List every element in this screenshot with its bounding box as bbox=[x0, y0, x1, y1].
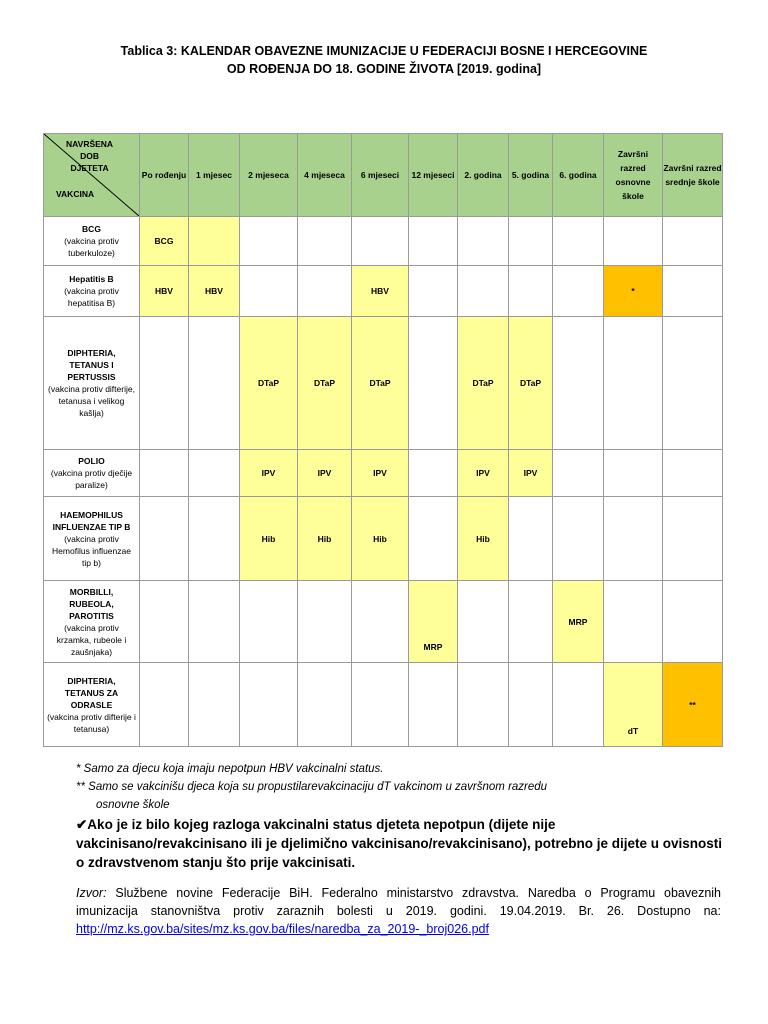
table-row bbox=[44, 497, 723, 581]
vaccine-cell: HAEMOPHILUS INFLUENZAE TIP B (vakcina protiv Hemofilus influenzae tip b) bbox=[44, 497, 140, 581]
empty-cell bbox=[458, 581, 509, 663]
dose-cell: IPV bbox=[458, 450, 509, 497]
warning-note: ✔Ako je iz bilo kojeg razloga vakcinalni status djeteta nepotpun (dijete nije vakcinisano/revakcinisano ili je djelimično vakcinisano/revakcinisano), potrebno je dijete u ovisnosti o zdravstvenom stanju što prije vakcinisati. bbox=[76, 817, 722, 870]
empty-cell bbox=[140, 663, 189, 747]
empty-cell bbox=[352, 581, 409, 663]
source-citation bbox=[76, 884, 721, 938]
dose-cell: Hib bbox=[352, 497, 409, 581]
vaccine-cell: Hepatitis B (vakcina protiv hepatitisa B) bbox=[44, 266, 140, 317]
source-label: Izvor: bbox=[76, 886, 107, 900]
table-title-line2: OD ROĐENJA DO 18. GODINE ŽIVOTA [2019. godina] bbox=[226, 62, 542, 76]
empty-cell bbox=[663, 266, 723, 317]
empty-cell bbox=[604, 497, 663, 581]
dose-cell: IPV bbox=[352, 450, 409, 497]
footnote-double-star: ** Samo se vakcinišu djeca koja su propustilarevakcinaciju dT vakcinom u završnom razredu bbox=[76, 781, 548, 793]
empty-cell bbox=[189, 663, 240, 747]
footnote-single-star: * Samo za djecu koja imaju nepotpun HBV vakcinalni status. bbox=[76, 763, 384, 775]
table-title-line1: Tablica 3: KALENDAR OBAVEZNE IMUNIZACIJE U FEDERACIJI BOSNE I HERCEGOVINE bbox=[120, 44, 648, 58]
dose-cell: HBV bbox=[140, 266, 189, 317]
dose-cell: DTaP bbox=[240, 317, 298, 450]
empty-cell bbox=[298, 581, 352, 663]
empty-cell bbox=[663, 497, 723, 581]
dose-cell: MRP bbox=[409, 581, 458, 663]
dose-cell: dT bbox=[604, 663, 663, 747]
empty-cell bbox=[458, 266, 509, 317]
empty-cell bbox=[189, 581, 240, 663]
empty-cell bbox=[458, 663, 509, 747]
empty-cell bbox=[663, 317, 723, 450]
empty-cell bbox=[409, 317, 458, 450]
footnote-double-star-cont: osnovne škole bbox=[96, 799, 170, 811]
dose-cell: * bbox=[604, 266, 663, 317]
header-age: 2 mjeseca bbox=[240, 134, 298, 217]
vaccine-cell: BCG (vakcina protiv tuberkuloze) bbox=[44, 217, 140, 266]
table-row bbox=[44, 663, 723, 747]
empty-cell bbox=[553, 217, 604, 266]
header-age: 4 mjeseca bbox=[298, 134, 352, 217]
dose-cell: DTaP bbox=[352, 317, 409, 450]
dose-cell: MRP bbox=[553, 581, 604, 663]
table-row bbox=[44, 581, 723, 663]
empty-cell bbox=[663, 581, 723, 663]
empty-cell bbox=[189, 450, 240, 497]
header-age: 5. godina bbox=[509, 134, 553, 217]
empty-cell bbox=[509, 266, 553, 317]
dose-cell: BCG bbox=[140, 217, 189, 266]
dose-cell bbox=[189, 217, 240, 266]
header-row bbox=[44, 134, 723, 217]
empty-cell bbox=[409, 663, 458, 747]
empty-cell bbox=[298, 217, 352, 266]
empty-cell bbox=[298, 266, 352, 317]
empty-cell bbox=[140, 497, 189, 581]
empty-cell bbox=[240, 266, 298, 317]
empty-cell bbox=[189, 497, 240, 581]
empty-cell bbox=[140, 581, 189, 663]
table-row bbox=[44, 450, 723, 497]
dose-cell: DTaP bbox=[509, 317, 553, 450]
empty-cell bbox=[604, 317, 663, 450]
empty-cell bbox=[553, 663, 604, 747]
empty-cell bbox=[604, 581, 663, 663]
empty-cell bbox=[604, 217, 663, 266]
empty-cell bbox=[604, 450, 663, 497]
vaccine-cell: MORBILLI, RUBEOLA, PAROTITIS (vakcina protiv krzamka, rubeole i zaušnjaka) bbox=[44, 581, 140, 663]
empty-cell bbox=[509, 581, 553, 663]
dose-cell: Hib bbox=[298, 497, 352, 581]
empty-cell bbox=[240, 217, 298, 266]
immunization-schedule-table bbox=[43, 133, 723, 747]
corner-top-label: NAVRŠENA DOB DJETETA bbox=[66, 139, 114, 173]
source-link[interactable]: http://mz.ks.gov.ba/sites/mz.ks.gov.ba/files/naredba_za_2019-_broj026.pdf bbox=[76, 922, 489, 936]
empty-cell bbox=[409, 217, 458, 266]
corner-bottom-label: VAKCINA bbox=[56, 189, 95, 199]
empty-cell bbox=[409, 497, 458, 581]
dose-cell: IPV bbox=[509, 450, 553, 497]
empty-cell bbox=[663, 450, 723, 497]
vaccine-cell: DIPHTERIA, TETANUS I PERTUSSIS (vakcina protiv difterije, tetanusa i velikog kašlja) bbox=[44, 317, 140, 450]
table-row bbox=[44, 317, 723, 450]
header-age: 6 mjeseci bbox=[352, 134, 409, 217]
table-row bbox=[44, 217, 723, 266]
empty-cell bbox=[140, 317, 189, 450]
dose-cell: Hib bbox=[458, 497, 509, 581]
dose-cell: HBV bbox=[189, 266, 240, 317]
dose-cell: IPV bbox=[240, 450, 298, 497]
empty-cell bbox=[140, 450, 189, 497]
header-age: Završni razred srednje škole bbox=[663, 134, 723, 217]
empty-cell bbox=[553, 450, 604, 497]
empty-cell bbox=[509, 217, 553, 266]
empty-cell bbox=[298, 663, 352, 747]
empty-cell bbox=[553, 497, 604, 581]
empty-cell bbox=[553, 317, 604, 450]
header-age: 1 mjesec bbox=[189, 134, 240, 217]
empty-cell bbox=[553, 266, 604, 317]
vaccine-cell: POLIO (vakcina protiv dječije paralize) bbox=[44, 450, 140, 497]
empty-cell bbox=[509, 497, 553, 581]
empty-cell bbox=[352, 217, 409, 266]
empty-cell bbox=[352, 663, 409, 747]
vaccine-cell: DIPHTERIA, TETANUS ZA ODRASLE (vakcina protiv difterije i tetanusa) bbox=[44, 663, 140, 747]
empty-cell bbox=[458, 217, 509, 266]
dose-cell: DTaP bbox=[298, 317, 352, 450]
empty-cell bbox=[240, 581, 298, 663]
header-age: 2. godina bbox=[458, 134, 509, 217]
empty-cell bbox=[409, 450, 458, 497]
header-age: Po rođenju bbox=[140, 134, 189, 217]
empty-cell bbox=[189, 317, 240, 450]
source-text: Službene novine Federacije BiH. Federalno ministarstvo zdravstva. Naredba o Programu obaveznih imunizacija stanovništva protiv zaraznih bolesti u 2019. godini. 19.04.2019. Br. 26. Dostupno na: bbox=[76, 886, 721, 918]
empty-cell bbox=[240, 663, 298, 747]
dose-cell: HBV bbox=[352, 266, 409, 317]
empty-cell bbox=[509, 663, 553, 747]
empty-cell bbox=[663, 217, 723, 266]
dose-cell: ** bbox=[663, 663, 723, 747]
header-age: Završni razred osnovne škole bbox=[604, 134, 663, 217]
empty-cell bbox=[409, 266, 458, 317]
dose-cell: Hib bbox=[240, 497, 298, 581]
corner-cell bbox=[44, 134, 140, 217]
dose-cell: IPV bbox=[298, 450, 352, 497]
table-row bbox=[44, 266, 723, 317]
header-age: 6. godina bbox=[553, 134, 604, 217]
header-age: 12 mjeseci bbox=[409, 134, 458, 217]
dose-cell: DTaP bbox=[458, 317, 509, 450]
